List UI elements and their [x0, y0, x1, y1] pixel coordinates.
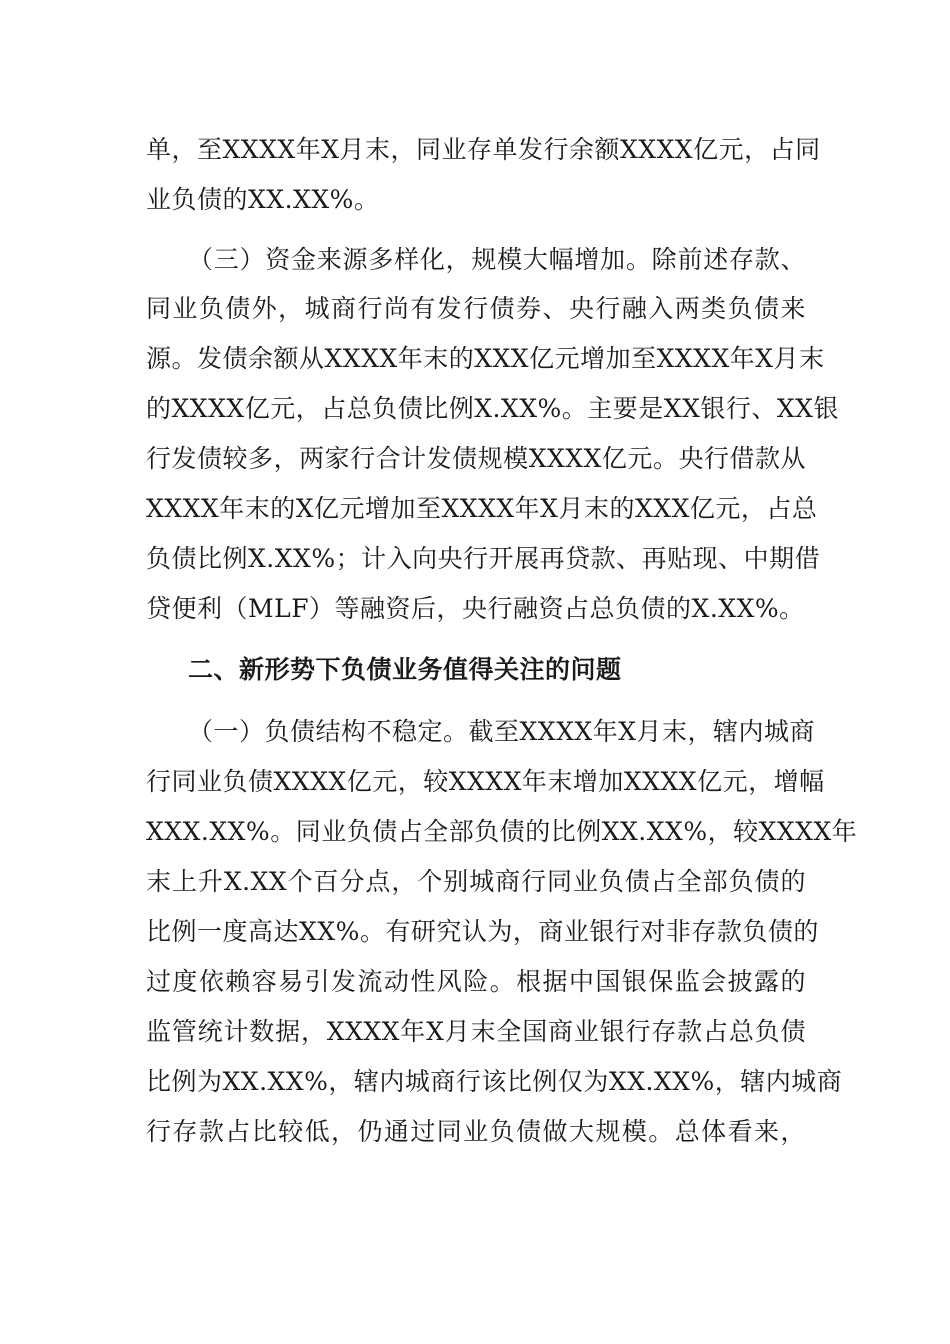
- text-line: 行存款占比较低，仍通过同业负债做大规模。总体看来，: [146, 1117, 806, 1146]
- text-line: 过度依赖容易引发流动性风险。根据中国银保监会披露的: [146, 967, 806, 996]
- text-line: 的XXXX亿元，占总负债比例X.XX%。主要是XX银行、XX银: [146, 394, 839, 423]
- text-line: 业负债的XX.XX%。: [146, 185, 380, 214]
- text-line: 行发债较多，两家行合计发债规模XXXX亿元。央行借款从: [146, 444, 806, 473]
- text-line: XXXX年末的X亿元增加至XXXX年X月末的XXX亿元，占总: [146, 494, 818, 523]
- text-line: 比例一度高达XX%。有研究认为，商业银行对非存款负债的: [146, 917, 819, 946]
- text-line: 贷便利（MLF）等融资后，央行融资占总负债的X.XX%。: [146, 594, 805, 623]
- text-line: XXX.XX%。同业负债占全部负债的比例XX.XX%，较XXXX年: [146, 817, 858, 846]
- section-heading: 二、新形势下负债业务值得关注的问题: [188, 655, 622, 684]
- text-line: 同业负债外，城商行尚有发行债券、央行融入两类负债来: [146, 294, 806, 323]
- text-line: 源。发债余额从XXXX年末的XXX亿元增加至XXXX年X月末: [146, 344, 825, 373]
- text-line: （三）资金来源多样化，规模大幅增加。除前述存款、: [188, 245, 806, 274]
- text-line: 比例为XX.XX%，辖内城商行该比例仅为XX.XX%，辖内城商: [146, 1067, 843, 1096]
- text-line: 监管统计数据，XXXX年X月末全国商业银行存款占总负债: [146, 1017, 806, 1046]
- text-line: 行同业负债XXXX亿元，较XXXX年末增加XXXX亿元，增幅: [146, 767, 825, 796]
- text-line: （一）负债结构不稳定。截至XXXX年X月末，辖内城商: [188, 717, 815, 746]
- text-line: 末上升X.XX个百分点，个别城商行同业负债占全部负债的: [146, 867, 806, 896]
- text-line: 负债比例X.XX%；计入向央行开展再贷款、再贴现、中期借: [146, 544, 821, 573]
- text-line: 单，至XXXX年X月末，同业存单发行余额XXXX亿元，占同: [146, 135, 821, 164]
